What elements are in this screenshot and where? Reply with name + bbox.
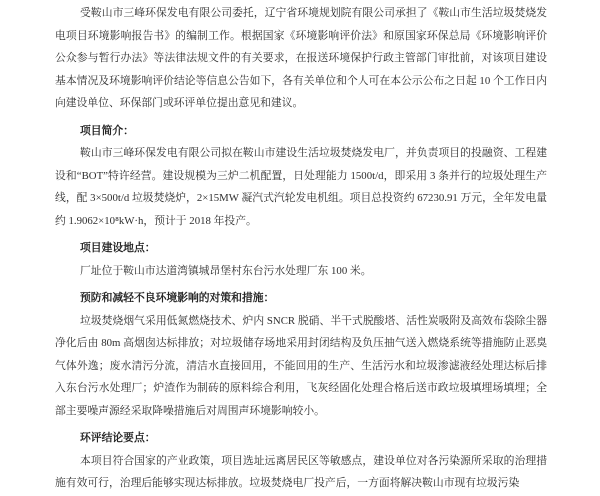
section-paragraph-project-intro: 鞍山市三峰环保发电有限公司拟在鞍山市建设生活垃圾焚烧发电厂，并负责项目的投融资、工程建设和“BOT”特许经营。建设规模为三炉二机配置，日处理能力 1500t/d，即采用 3 条并行的垃圾处理生产线，配 3×500t/d 垃圾焚烧炉，2×15MW 凝汽式汽轮发电机组。项目总投资约 67230.91 万元，全年发电量约 1.9062×10⁸kW·h，预计于 2018 年投产。 bbox=[55, 147, 547, 227]
intro-paragraph: 受鞍山市三峰环保发电有限公司委托，辽宁省环境规划院有限公司承担了《鞍山市生活垃圾焚烧发电项目环境影响报告书》的编制工作。根据国家《环境影响评价法》和原国家环保总局《环境影响评价公众参与暂行办法》等法律法规文件的有关要求，在报送环境保护行政主管部门审批前，对该项目建设基本情况及环境影响评价结论等信息公告如下，各有关单位和个人可在本公示公布之日起 10 个工作日内向建设单位、环保部门或环评单位提出意见和建议。 bbox=[55, 7, 547, 109]
section-paragraph-project-location: 厂址位于鞍山市达道湾镇城昂堡村东台污水处理厂东 100 米。 bbox=[80, 264, 372, 277]
section-heading-project-location: 项目建设地点： bbox=[80, 242, 156, 254]
section-heading-mitigation-measures: 预防和减轻不良环境影响的对策和措施： bbox=[80, 292, 275, 304]
section-heading-project-intro: 项目简介： bbox=[80, 124, 134, 137]
section-heading-eia-conclusion: 环评结论要点： bbox=[80, 432, 156, 444]
section-paragraph-eia-conclusion: 本项目符合国家的产业政策，项目选址远离居民区等敏感点，建设单位对各污染源所采取的治理措施有效可行，治理后能够实现达标排放。垃圾焚烧电厂投产后，一方面将解决鞍山市现有垃圾污染 bbox=[55, 454, 547, 489]
section-paragraph-mitigation-measures: 垃圾焚烧烟气采用低氮燃烧技术、炉内 SNCR 脱硝、半干式脱酸塔、活性炭吸附及高效布袋除尘器净化后由 80m 高烟囱达标排放；对垃圾储存场地采用封闭结构及负压抽气送入燃烧系统等措施防止恶臭气体外逸；废水清污分流，清洁水直接回用，不能回用的生产、生活污水和垃圾渗滤液经处理达标后排入东台污水处理厂；炉渣作为制砖的原料综合利用，飞灰经固化处理合格后送市政垃圾填埋场填埋；全部主要噪声源经采取降噪措施后对周围声环境影响较小。 bbox=[55, 314, 547, 417]
